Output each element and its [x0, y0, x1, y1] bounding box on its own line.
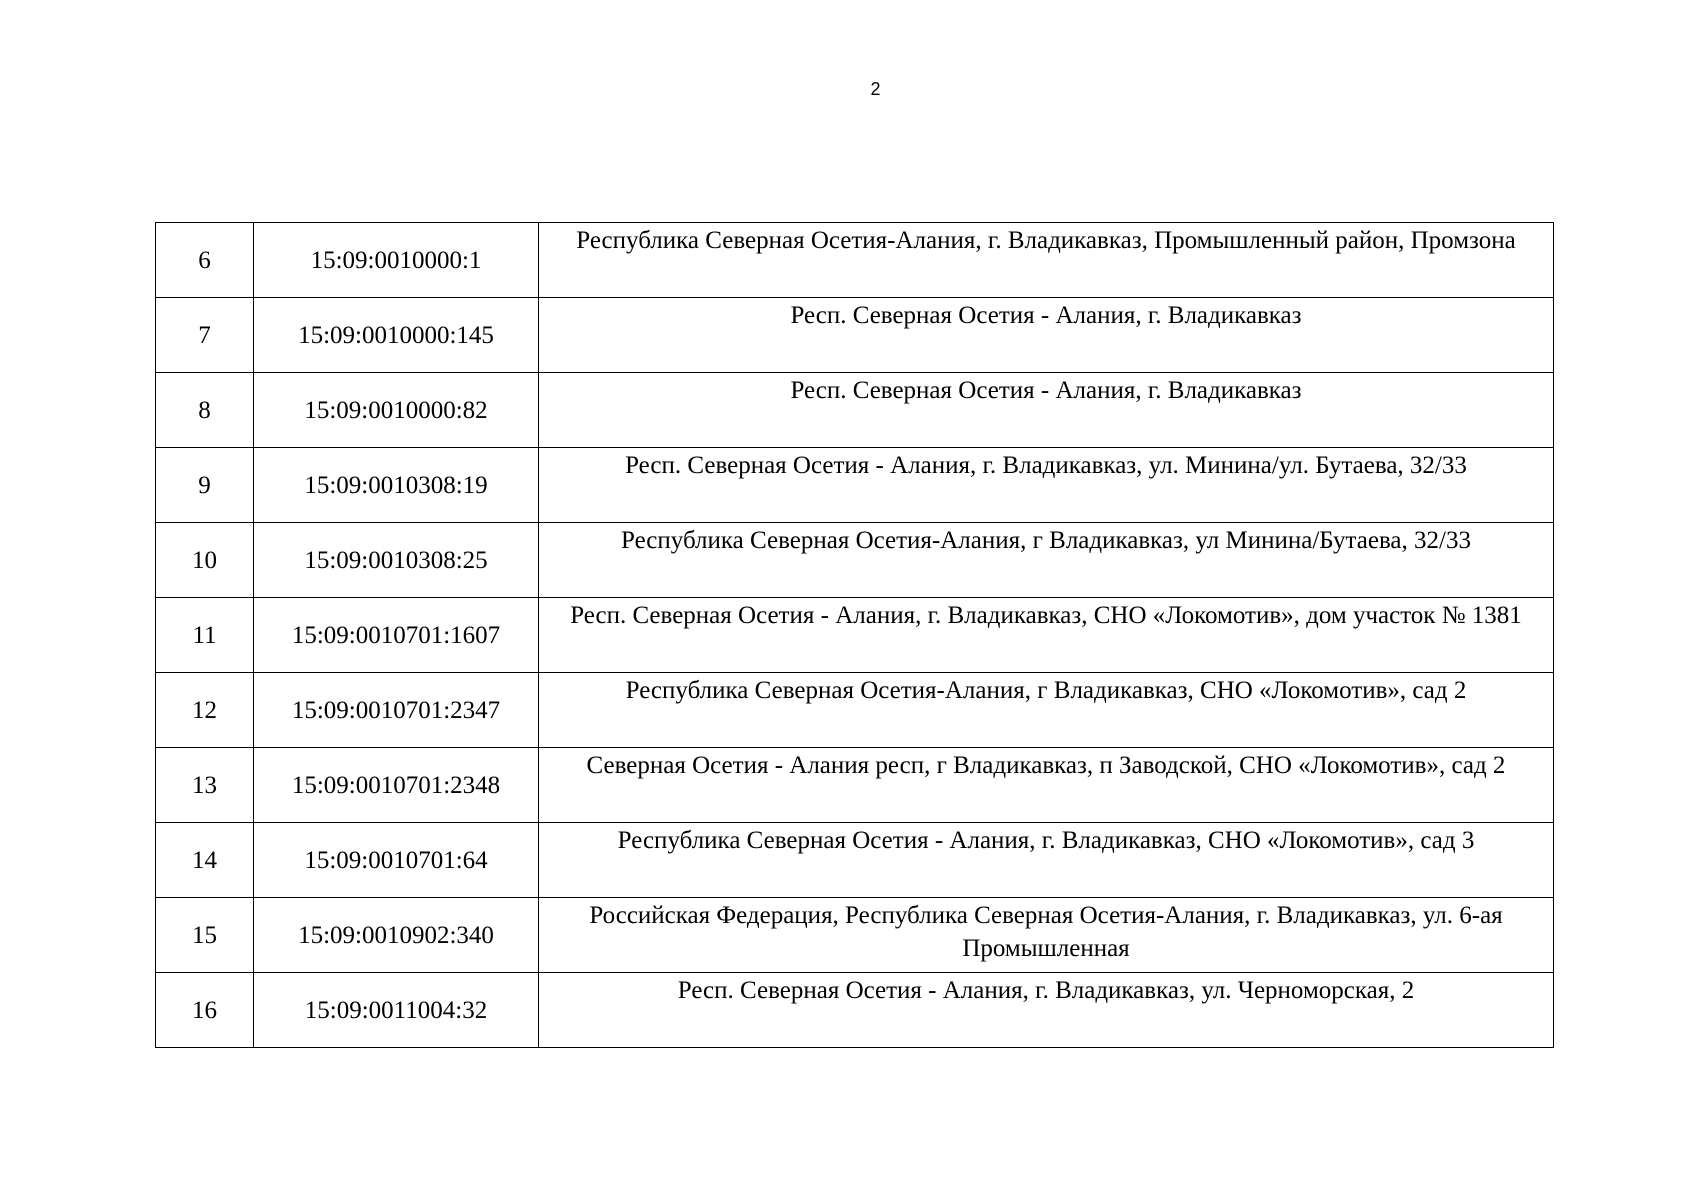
address: Республика Северная Осетия-Алания, г Владикавказ, СНО «Локомотив», сад 2 [539, 673, 1554, 748]
cadastral-number: 15:09:0010701:2347 [254, 673, 539, 748]
cadastral-number: 15:09:0010701:1607 [254, 598, 539, 673]
row-number: 7 [156, 298, 254, 373]
land-plot-table [155, 222, 1554, 1048]
address: Респ. Северная Осетия - Алания, г. Владикавказ [539, 298, 1554, 373]
table-row [156, 523, 1554, 598]
table-row [156, 898, 1554, 973]
table-row [156, 298, 1554, 373]
row-number: 16 [156, 973, 254, 1048]
address: Северная Осетия - Алания респ, г Владикавказ, п Заводской, СНО «Локомотив», сад 2 [539, 748, 1554, 823]
cadastral-number: 15:09:0010701:2348 [254, 748, 539, 823]
row-number: 15 [156, 898, 254, 973]
table-row [156, 223, 1554, 298]
cadastral-number: 15:09:0010308:25 [254, 523, 539, 598]
cadastral-number: 15:09:0010000:82 [254, 373, 539, 448]
row-number: 10 [156, 523, 254, 598]
table-row [156, 748, 1554, 823]
address: Респ. Северная Осетия - Алания, г. Владикавказ, ул. Минина/ул. Бутаева, 32/33 [539, 448, 1554, 523]
address: Респ. Северная Осетия - Алания, г. Владикавказ, ул. Черноморская, 2 [539, 973, 1554, 1048]
row-number: 8 [156, 373, 254, 448]
cadastral-number: 15:09:0010701:64 [254, 823, 539, 898]
row-number: 14 [156, 823, 254, 898]
table-row [156, 673, 1554, 748]
page-number: 2 [870, 79, 881, 99]
table-row [156, 598, 1554, 673]
table-row [156, 823, 1554, 898]
cadastral-number: 15:09:0010902:340 [254, 898, 539, 973]
cadastral-number: 15:09:0010000:145 [254, 298, 539, 373]
cadastral-number: 15:09:0010000:1 [254, 223, 539, 298]
table-row [156, 448, 1554, 523]
address: Российская Федерация, Республика Северная Осетия-Алания, г. Владикавказ, ул. 6-ая Промышленная [539, 898, 1554, 973]
address: Республика Северная Осетия-Алания, г Владикавказ, ул Минина/Бутаева, 32/33 [539, 523, 1554, 598]
row-number: 12 [156, 673, 254, 748]
row-number: 6 [156, 223, 254, 298]
table-row [156, 373, 1554, 448]
address: Республика Северная Осетия - Алания, г. Владикавказ, СНО «Локомотив», сад 3 [539, 823, 1554, 898]
cadastral-number: 15:09:0011004:32 [254, 973, 539, 1048]
address: Респ. Северная Осетия - Алания, г. Владикавказ, СНО «Локомотив», дом участок № 1381 [539, 598, 1554, 673]
row-number: 13 [156, 748, 254, 823]
cadastral-number: 15:09:0010308:19 [254, 448, 539, 523]
table-row [156, 973, 1554, 1048]
row-number: 11 [156, 598, 254, 673]
address: Респ. Северная Осетия - Алания, г. Владикавказ [539, 373, 1554, 448]
row-number: 9 [156, 448, 254, 523]
address: Республика Северная Осетия-Алания, г. Владикавказ, Промышленный район, Промзона [539, 223, 1554, 298]
